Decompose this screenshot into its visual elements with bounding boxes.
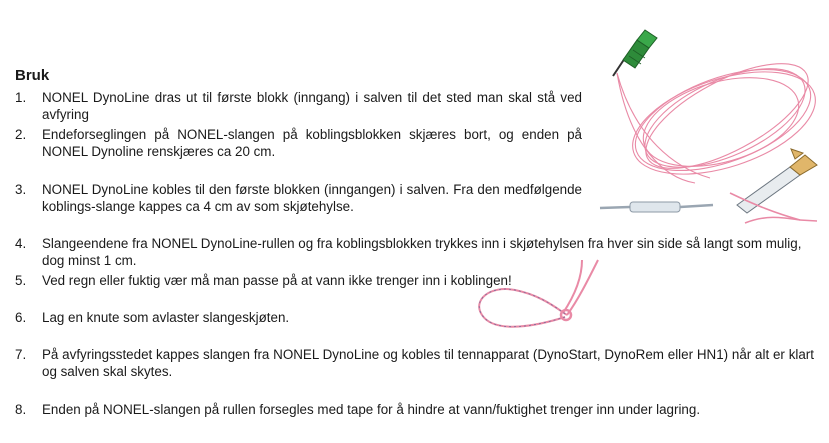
step-text: Enden på NONEL-slangen på rullen forsegles med tape for å hindre at vann/fuktighet trenger inn under lagring. xyxy=(42,402,701,417)
knife-icon xyxy=(737,149,817,213)
knot-illustration xyxy=(470,255,615,340)
splice-sleeve-icon xyxy=(600,202,713,212)
step-number: 7. xyxy=(15,347,27,362)
step-text: Lag en knute som avlaster slangeskjøten. xyxy=(42,310,290,325)
step-text: NONEL DynoLine dras ut til første blokk (inngang) i salven til det sted man skal stå ved avfyring xyxy=(42,90,582,122)
step-number: 6. xyxy=(15,310,27,325)
green-connector-icon xyxy=(613,30,657,76)
step-text: NONEL DynoLine kobles til den første blokken (inngangen) i salven. Fra den medfølgende koblings-slange kappes ca 4 cm av som skjøtehylse. xyxy=(42,182,582,214)
step-number: 5. xyxy=(15,273,27,288)
heading: Bruk xyxy=(15,67,50,84)
step-number: 1. xyxy=(15,90,27,105)
step-number: 2. xyxy=(15,127,27,142)
step-number: 8. xyxy=(15,402,27,417)
splice-and-knife-illustration xyxy=(595,145,825,235)
step-text: Ved regn eller fuktig vær må man passe på at vann ikke trenger inn i koblingen! xyxy=(42,273,512,288)
step-text: Endeforseglingen på NONEL-slangen på koblingsblokken skjæres bort, og enden på NONEL Dynoline renskjæres ca 20 cm. xyxy=(42,127,582,159)
step-text: På avfyringsstedet kappes slangen fra NONEL DynoLine og kobles til tennapparat (DynoStart, DynoRem eller HN1) når alt er klart og salven skal skytes. xyxy=(42,347,814,379)
step-number: 3. xyxy=(15,182,27,197)
step-text: Slangeendene fra NONEL DynoLine-rullen og fra koblingsblokken trykkes inn i skjøtehylsen fra hver sin side så langt som mulig, dog minst 1 cm. xyxy=(42,236,802,268)
step-number: 4. xyxy=(15,236,27,251)
